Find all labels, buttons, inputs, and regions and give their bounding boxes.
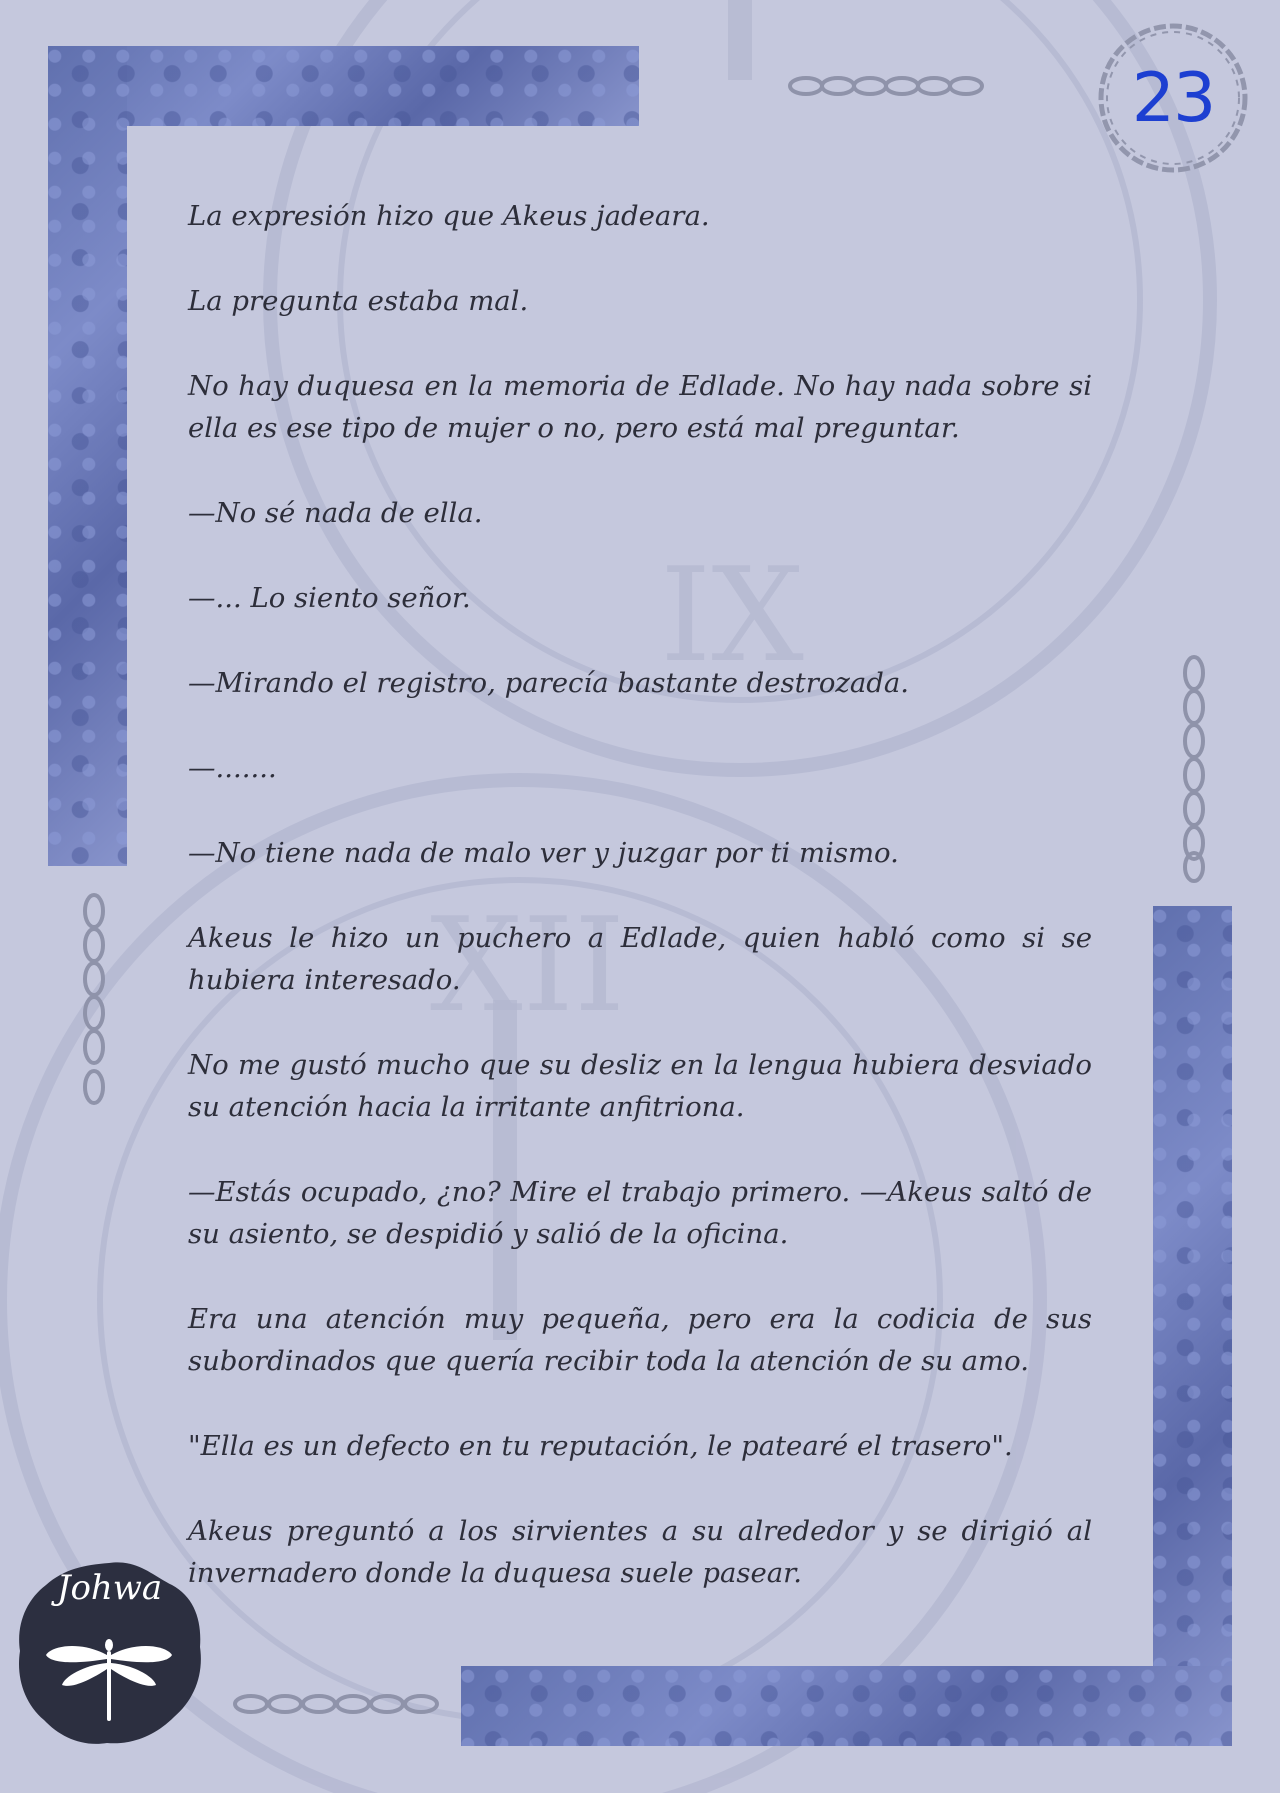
paragraph: —... Lo siento señor. (188, 582, 471, 614)
paragraph: "Ella es un defecto en tu reputación, le patearé el trasero". (188, 1430, 1013, 1462)
paragraph: La pregunta estaba mal. (188, 285, 529, 317)
paragraph: No me gustó mucho que su desliz en la lengua hubiera desviado su atención hacia la irritante anfitriona. (188, 1049, 1092, 1123)
svg-text:XII: XII (430, 889, 626, 1041)
story-text (188, 195, 1092, 1637)
page-number: 23 (1131, 58, 1215, 138)
chain-decoration-right (1180, 655, 1208, 885)
paragraph: —Mirando el registro, parecía bastante destrozada. (188, 667, 910, 699)
paragraph: —Estás ocupado, ¿no? Mire el trabajo primero. —Akeus saltó de su asiento, se despidió y salió de la oficina. (188, 1176, 1092, 1250)
paragraph: Akeus preguntó a los sirvientes a su alrededor y se dirigió al invernadero donde la duquesa suele pasear. (188, 1515, 1092, 1589)
chain-decoration-top (788, 72, 988, 100)
frame-band-right (1153, 906, 1232, 1746)
frame-band-bottom (461, 1666, 1232, 1746)
frame-band-top (48, 46, 639, 126)
paragraph: —No tiene nada de malo ver y juzgar por ti mismo. (188, 837, 899, 869)
paragraph: Akeus le hizo un puchero a Edlade, quien habló como si se hubiera interesado. (188, 922, 1092, 996)
logo-text: Johwa (56, 1568, 163, 1608)
paragraph: Era una atención muy pequeña, pero era la codicia de sus subordinados que quería recibir toda la atención de su amo. (188, 1303, 1092, 1377)
paragraph: La expresión hizo que Akeus jadeara. (188, 200, 710, 232)
frame-band-left (48, 46, 127, 866)
paragraph: —No sé nada de ella. (188, 497, 483, 529)
paragraph: No hay duquesa en la memoria de Edlade. No hay nada sobre si ella es ese tipo de mujer o no, pero está mal preguntar. (188, 370, 1092, 444)
chain-decoration-bottom (233, 1690, 447, 1718)
svg-text:IX: IX (660, 539, 804, 691)
chain-decoration-left (80, 893, 108, 1113)
paragraph: —....... (188, 752, 277, 784)
